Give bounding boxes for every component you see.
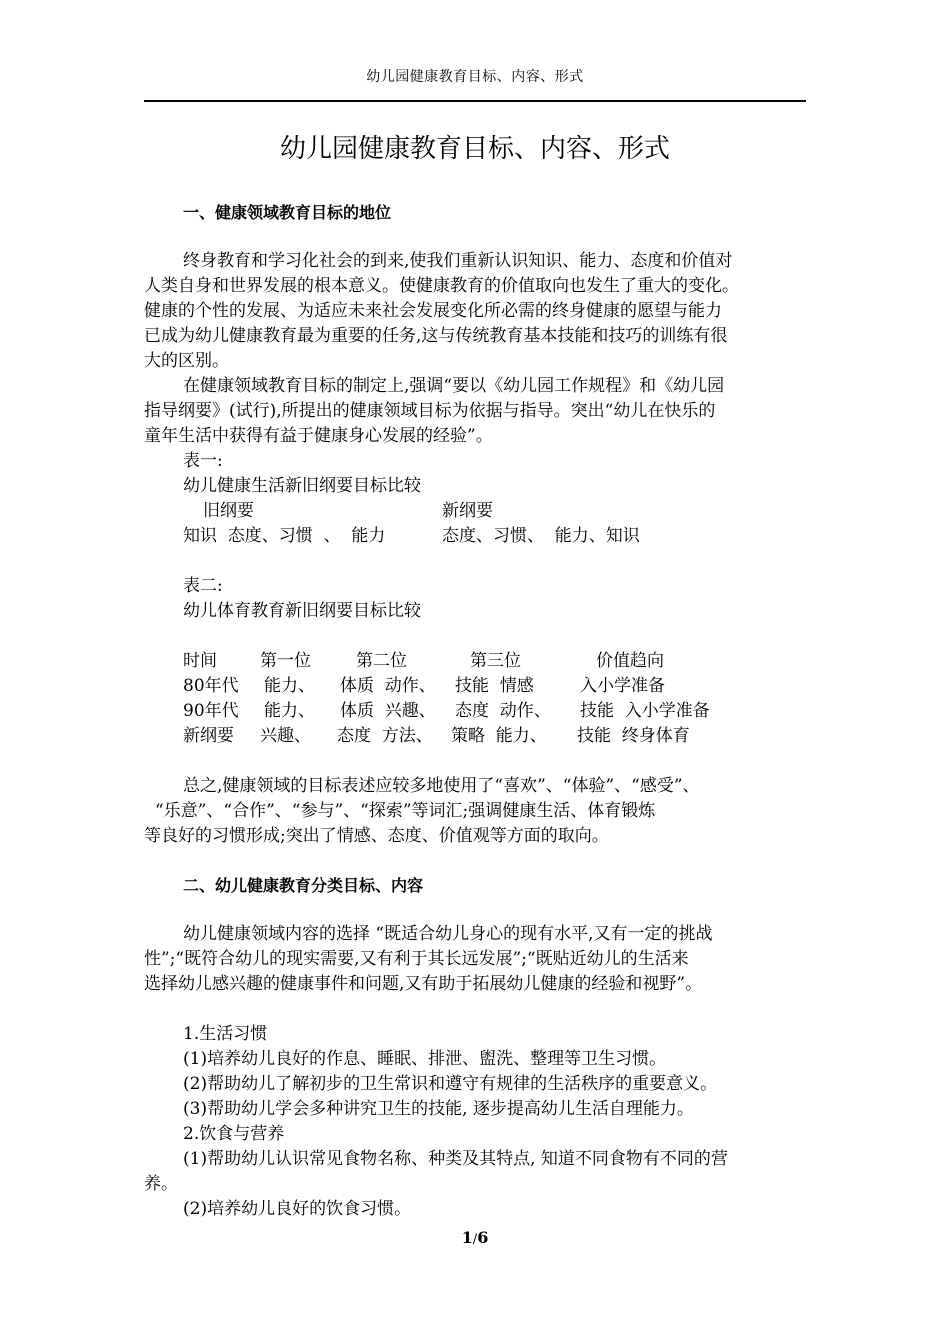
table2-header-time: 时间 xyxy=(183,651,217,671)
table2-header-value: 价值趋向 xyxy=(596,651,664,671)
table1-caption: 幼儿健康生活新旧纲要目标比较 xyxy=(183,476,421,496)
table1-old-header: 旧纲要 xyxy=(203,501,254,521)
table1-new-value: 态度、习惯、 能力、知识 xyxy=(442,526,640,546)
paragraph-line: “乐意”、“合作”、“参与”、“探索”等词汇;强调健康生活、体育锻炼 xyxy=(155,801,656,821)
table2-header-first: 第一位 xyxy=(260,651,311,671)
table2-cell: 态度 动作、 xyxy=(455,701,551,721)
table2-cell: 新纲要 xyxy=(183,726,234,746)
table2-label: 表二: xyxy=(183,576,223,596)
paragraph-line: 指导纲要》(试行),所提出的健康领域目标为依据与指导。突出“幼儿在快乐的 xyxy=(144,401,716,421)
table2-cell: 技能 入小学准备 xyxy=(580,701,710,721)
table2-cell: 能力、 xyxy=(264,701,315,721)
table2-cell: 技能 终身体育 xyxy=(577,726,690,746)
list-item: (1)帮助幼儿认识常见食物名称、种类及其特点, 知道不同食物有不同的营 xyxy=(183,1149,728,1169)
table2-cell: 能力、 xyxy=(264,676,315,696)
paragraph-line: 已成为幼儿健康教育最为重要的任务,这与传统教育基本技能和技巧的训练有很 xyxy=(144,326,728,346)
table2-cell: 策略 能力、 xyxy=(451,726,547,746)
table2-cell: 态度 方法、 xyxy=(337,726,433,746)
list-item: 2.饮食与营养 xyxy=(183,1124,285,1144)
running-header: 幼儿园健康教育目标、内容、形式 xyxy=(366,69,584,85)
section-heading-1: 一、健康领域教育目标的地位 xyxy=(183,203,392,222)
table2-header-second: 第二位 xyxy=(356,651,407,671)
paragraph-line: 童年生活中获得有益于健康身心发展的经验”。 xyxy=(144,426,493,446)
paragraph-line: 大的区别。 xyxy=(144,351,229,371)
current-page: 1 xyxy=(461,1228,473,1247)
list-item: 1.生活习惯 xyxy=(183,1024,268,1044)
page-number xyxy=(0,1228,950,1247)
table2-cell: 入小学准备 xyxy=(580,676,665,696)
paragraph-line: 总之,健康领域的目标表述应较多地使用了“喜欢”、“体验”、“感受”、 xyxy=(183,776,700,796)
table1-new-header: 新纲要 xyxy=(442,501,493,521)
paragraph-line: 人类自身和世界发展的根本意义。使健康教育的价值取向也发生了重大的变化。 xyxy=(144,276,739,296)
list-item: (2)帮助幼儿了解初步的卫生常识和遵守有规律的生活秩序的重要意义。 xyxy=(183,1074,718,1094)
table2-cell: 技能 情感 xyxy=(455,676,534,696)
total-pages: 6 xyxy=(477,1228,489,1247)
header-rule xyxy=(144,100,806,102)
list-item: (1)培养幼儿良好的作息、睡眠、排泄、盥洗、整理等卫生习惯。 xyxy=(183,1049,667,1069)
section-heading-2: 二、幼儿健康教育分类目标、内容 xyxy=(183,876,424,895)
table1-label: 表一: xyxy=(183,451,223,471)
table2-cell: 90年代 xyxy=(183,701,239,721)
paragraph-line: 性”;“既符合幼儿的现实需要,又有利于其长远发展”;“既贴近幼儿的生活来 xyxy=(144,949,689,969)
table2-caption: 幼儿体育教育新旧纲要目标比较 xyxy=(183,601,421,621)
paragraph-line: 终身教育和学习化社会的到来,使我们重新认识知识、能力、态度和价值对 xyxy=(183,251,733,271)
paragraph-line: 在健康领域教育目标的制定上,强调“要以《幼儿园工作规程》和《幼儿园 xyxy=(183,376,725,396)
table1-old-value: 知识 态度、习惯 、 能力 xyxy=(183,526,386,546)
table2-cell: 兴趣、 xyxy=(260,726,311,746)
paragraph-line: 选择幼儿感兴趣的健康事件和问题,又有助于拓展幼儿健康的经验和视野”。 xyxy=(144,974,703,994)
paragraph-line: 幼儿健康领域内容的选择 “既适合幼儿身心的现有水平,又有一定的挑战 xyxy=(183,924,713,944)
table2-cell: 80年代 xyxy=(183,676,239,696)
list-item: (3)帮助幼儿学会多种讲究卫生的技能, 逐步提高幼儿生活自理能力。 xyxy=(183,1099,694,1119)
paragraph-line: 健康的个性的发展、为适应未来社会发展变化所必需的终身健康的愿望与能力 xyxy=(144,301,722,321)
table2-header-third: 第三位 xyxy=(470,651,521,671)
table2-cell: 体质 动作、 xyxy=(340,676,436,696)
page-separator: / xyxy=(472,1232,478,1247)
list-item-continuation: 养。 xyxy=(144,1174,178,1194)
list-item: (2)培养幼儿良好的饮食习惯。 xyxy=(183,1199,412,1219)
table2-cell: 体质 兴趣、 xyxy=(340,701,436,721)
document-title: 幼儿园健康教育目标、内容、形式 xyxy=(279,134,670,164)
paragraph-line: 等良好的习惯形成;突出了情感、态度、价值观等方面的取向。 xyxy=(144,826,609,846)
